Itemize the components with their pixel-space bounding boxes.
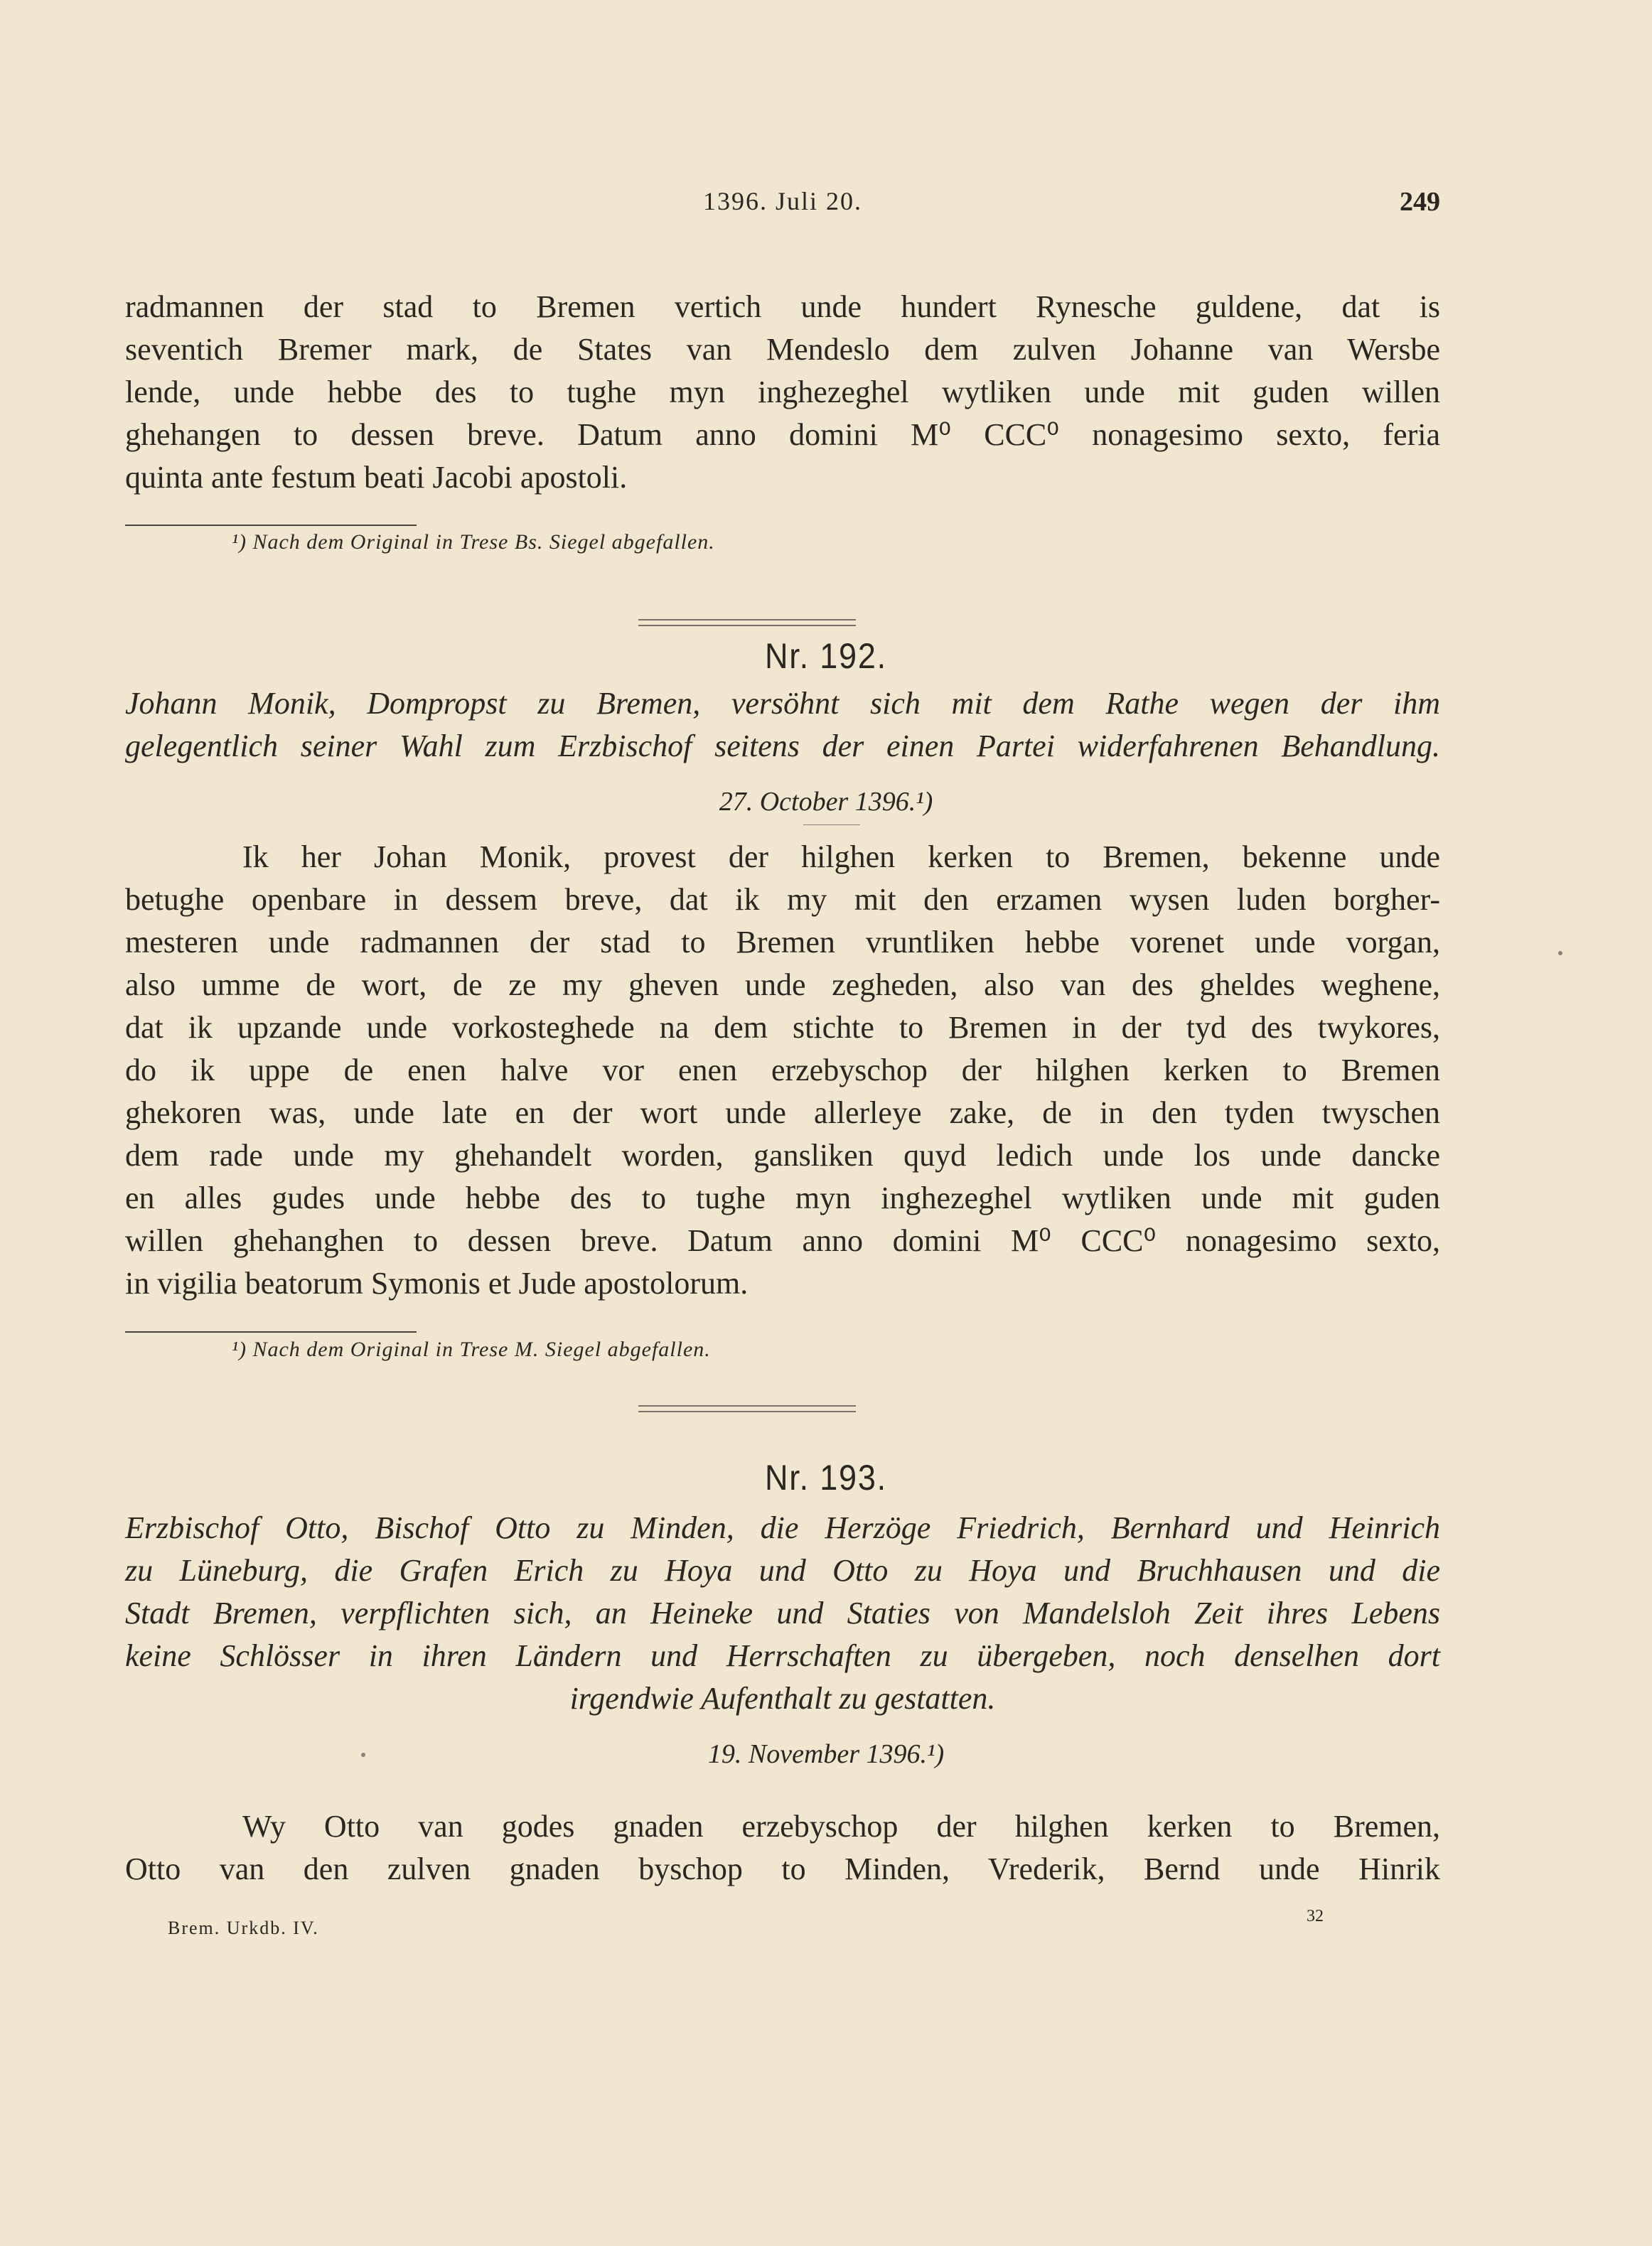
section-divider [638,1405,856,1412]
regest-line: gelegentlich seiner Wahl zum Erzbischof seitens der einen Partei widerfahrenen Behandlung. [125,729,1440,763]
regest-line: zu Lüneburg, die Grafen Erich zu Hoya und Otto zu Hoya und Bruchhausen und die [125,1553,1440,1588]
text-line: betughe openbare in dessem breve, dat ik my mit den erzamen wysen luden borgher- [125,882,1440,917]
text-192 [125,836,1440,1305]
text-line: en alles gudes unde hebbe des to tughe myn inghezeghel wytliken unde mit guden [125,1181,1440,1215]
date-rule [803,824,860,825]
footnote-rule [125,525,417,526]
text-line: mesteren unde radmannen der stad to Bremen vruntliken hebbe vorenet unde vorgan, [125,925,1440,960]
text-line: dem rade unde my ghehandelt worden, gansliken quyd ledich unde los unde dancke [125,1138,1440,1173]
text-line: quinta ante festum beati Jacobi apostoli. [125,460,628,495]
document-number-192: Nr. 192. [764,636,887,676]
regest-line: irgendwie Aufenthalt zu gestatten. [569,1681,996,1716]
footnote-192: ¹) Nach dem Original in Trese M. Siegel abgefallen. [232,1338,711,1361]
text-line: Wy Otto van godes gnaden erzebyschop der hilghen kerken to Bremen, [242,1809,1440,1844]
text-line: radmannen der stad to Bremen vertich unde hundert Rynesche guldene, dat is [125,289,1440,324]
regest-192 [125,682,1440,768]
text-line: ghehangen to dessen breve. Datum anno domini M⁰ CCC⁰ nonagesimo sexto, feria [125,417,1440,452]
document-number-193: Nr. 193. [764,1458,887,1498]
regest-line: Erzbischof Otto, Bischof Otto zu Minden, die Herzöge Friedrich, Bernhard und Heinrich [125,1510,1440,1545]
previous-document-text [125,286,1440,499]
text-line: seventich Bremer mark, de States van Mendeslo dem zulven Johanne van Wersbe [125,332,1440,367]
date-193: 19. November 1396.¹) [707,1739,945,1769]
text-line: ghekoren was, unde late en der wort unde allerleye zake, de in den tyden twyschen [125,1095,1440,1130]
footnote-rule [125,1331,417,1333]
running-title: 1396. Juli 20. [702,187,862,215]
sheet-number: 32 [1307,1907,1324,1925]
text-line: willen ghehanghen to dessen breve. Datum anno domini M⁰ CCC⁰ nonagesimo sexto, [125,1223,1440,1258]
text-line: in vigilia beatorum Symonis et Jude apostolorum. [125,1266,749,1301]
ink-speck [361,1753,365,1757]
text-line: lende, unde hebbe des to tughe myn inghezeghel wytliken unde mit guden willen [125,375,1440,409]
text-line: dat ik upzande unde vorkosteghede na dem stichte to Bremen in der tyd des twykores, [125,1010,1440,1045]
text-193 [125,1805,1440,1891]
text-line: Ik her Johan Monik, provest der hilghen kerken to Bremen, bekenne unde [242,839,1440,874]
footnote-191: ¹) Nach dem Original in Trese Bs. Siegel abgefallen. [232,530,715,554]
ink-speck [1558,951,1562,955]
regest-line: keine Schlösser in ihren Ländern und Herrschaften zu übergeben, noch denselhen dort [125,1638,1440,1673]
regest-193 [125,1507,1440,1720]
text-line: do ik uppe de enen halve vor enen erzebyschop der hilghen kerken to Bremen [125,1053,1440,1087]
section-divider [638,619,856,626]
regest-line: Johann Monik, Dompropst zu Bremen, versöhnt sich mit dem Rathe wegen der ihm [125,686,1440,721]
page-number: 249 [1400,187,1440,217]
date-192: 27. October 1396.¹) [719,787,933,817]
text-line: also umme de wort, de ze my gheven unde zegheden, also van des gheldes weghene, [125,967,1440,1002]
text-line: Otto van den zulven gnaden byschop to Minden, Vrederik, Bernd unde Hinrik [125,1852,1440,1886]
page-header [125,186,1440,229]
signature-mark: Brem. Urkdb. IV. [168,1918,319,1938]
regest-line: Stadt Bremen, verpflichten sich, an Heineke und Staties von Mandelsloh Zeit ihres Lebens [125,1596,1440,1630]
